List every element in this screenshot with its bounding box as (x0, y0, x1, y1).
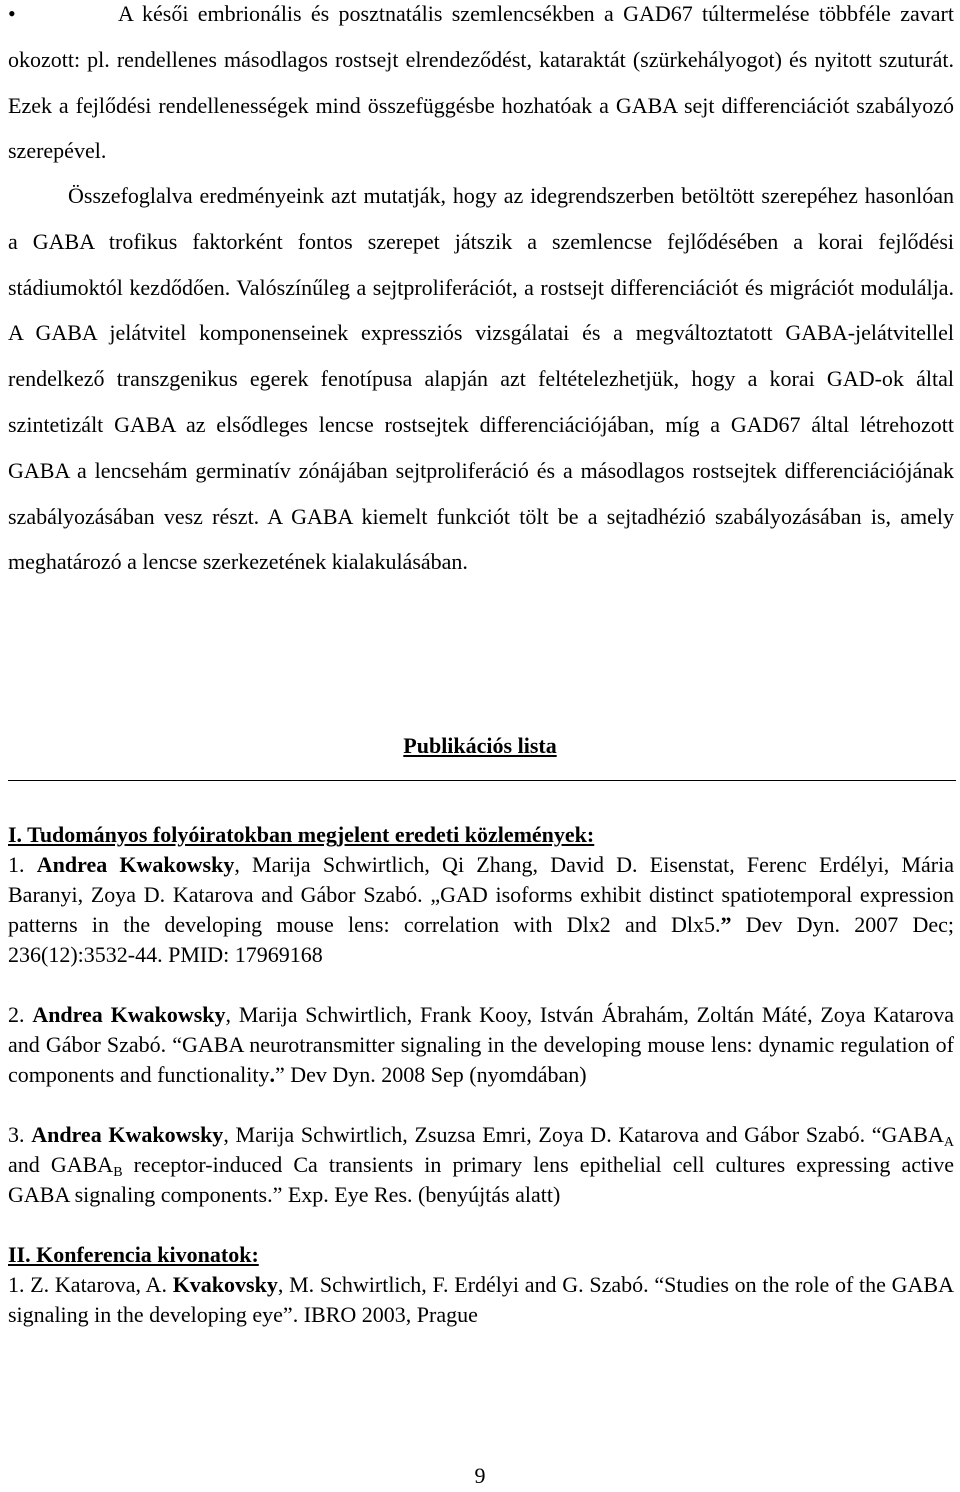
main-author: Andrea Kwakowsky (32, 1002, 226, 1027)
page-number: 9 (474, 1463, 486, 1488)
section-heading-journal: I. Tudományos folyóiratokban megjelent eredeti közlemények: (8, 822, 595, 847)
main-author: Andrea Kwakowsky (36, 852, 235, 877)
entry-number: 1. (8, 1272, 25, 1297)
entry-body: , M. Schwirtlich, F. Erdélyi and G. Szabó. “Studies on the role of the GABA signaling in the developing eye”. IBRO 2003, Prague (8, 1272, 954, 1327)
entry-body: , Marija Schwirtlich, Frank Kooy, István Ábrahám, Zoltán Máté, Zoya Katarova and Gábor Szabó. “GABA neurotransmitter signaling in the developing mouse lens: dynamic regulation of components and functionality (8, 1002, 954, 1087)
entry-citation: receptor-induced Ca transients in primary lens epithelial cell cultures expressing active GABA signaling components.” Exp. Eye Res. (benyújtás alatt) (8, 1152, 954, 1207)
bullet-marker: • (8, 1, 16, 26)
conference-entry-1 (8, 1270, 954, 1330)
subscript-b: B (113, 1165, 123, 1180)
main-author: Andrea Kwakowsky (31, 1122, 224, 1147)
entry-number: 3. (8, 1122, 25, 1147)
entry-body-mid: and GABA (8, 1152, 114, 1177)
main-author: Kvakovsky (172, 1272, 278, 1297)
summary-paragraph (8, 173, 954, 585)
entry-citation: ” Dev Dyn. 2008 Sep (nyomdában) (275, 1062, 587, 1087)
entry-authors: Z. Katarova, A. (24, 1272, 173, 1297)
closing-quote: ” (720, 912, 732, 937)
entry-number: 1. (8, 852, 25, 877)
publication-list-heading: Publikációs lista (403, 733, 557, 758)
horizontal-rule (8, 780, 956, 781)
section-heading-conference: II. Konferencia kivonatok: (8, 1242, 259, 1267)
subscript-a: A (943, 1135, 954, 1150)
bullet-paragraph (8, 0, 954, 174)
entry-body: , Marija Schwirtlich, Qi Zhang, David D. Eisenstat, Ferenc Erdélyi, Mária Baranyi, Zoya D. Katarova and Gábor Szabó. „GAD isoforms exhibit distinct spatiotemporal expression patterns in the developing mouse lens: correlation with Dlx2 and Dlx5. (8, 852, 954, 937)
publication-list (8, 820, 954, 1330)
bullet-text: A késői embrionális és posztnatális szemlencsékben a GAD67 túltermelése többféle zavart okozott: pl. rendellenes másodlagos rostsejt elrendeződést, kataraktát (szürkehályogot) és nyitott szuturát. Ezek a fejlődési rendellenességek mind összefüggésbe hozhatóak a GABA sejt differenciációt szabályozó szerepével. (8, 1, 954, 164)
entry-body: , Marija Schwirtlich, Zsuzsa Emri, Zoya D. Katarova and Gábor Szabó. “GABA (223, 1122, 944, 1147)
publication-entry-1 (8, 850, 954, 970)
publication-entry-3 (8, 1120, 954, 1210)
entry-number: 2. (8, 1002, 25, 1027)
summary-text: Összefoglalva eredményeink azt mutatják, hogy az idegrendszerben betöltött szerepéhez hasonlóan a GABA trofikus faktorként fontos szerepet játszik a szemlencse fejlődésében a korai fejlődési stádiumoktól kezdődően. Valószínűleg a sejtproliferációt, a rostsejt differenciációt és migrációt modulálja. A GABA jelátvitel komponenseinek expressziós vizsgálatai és a megváltoztatott GABA-jelátvitellel rendelkező transzgenikus egerek fenotípusa alapján azt feltételezhetjük, hogy a korai GAD-ok által szintetizált GABA az elsődleges lencse rostsejtek differenciációjában, míg a GAD67 által létrehozott GABA a lencsehám germinatív zónájában sejtproliferáció és a másodlagos rostsejtek differenciációjának szabályozásában vesz részt. A GABA kiemelt funkciót tölt be a sejtadhézió szabályozásában is, amely meghatározó a lencse szerkezetének kialakulásában. (8, 183, 954, 575)
title-period: . (269, 1062, 275, 1087)
entry-citation: Dev Dyn. 2007 Dec; 236(12):3532-44. PMID: 17969168 (8, 912, 954, 967)
publication-entry-2 (8, 1000, 954, 1090)
